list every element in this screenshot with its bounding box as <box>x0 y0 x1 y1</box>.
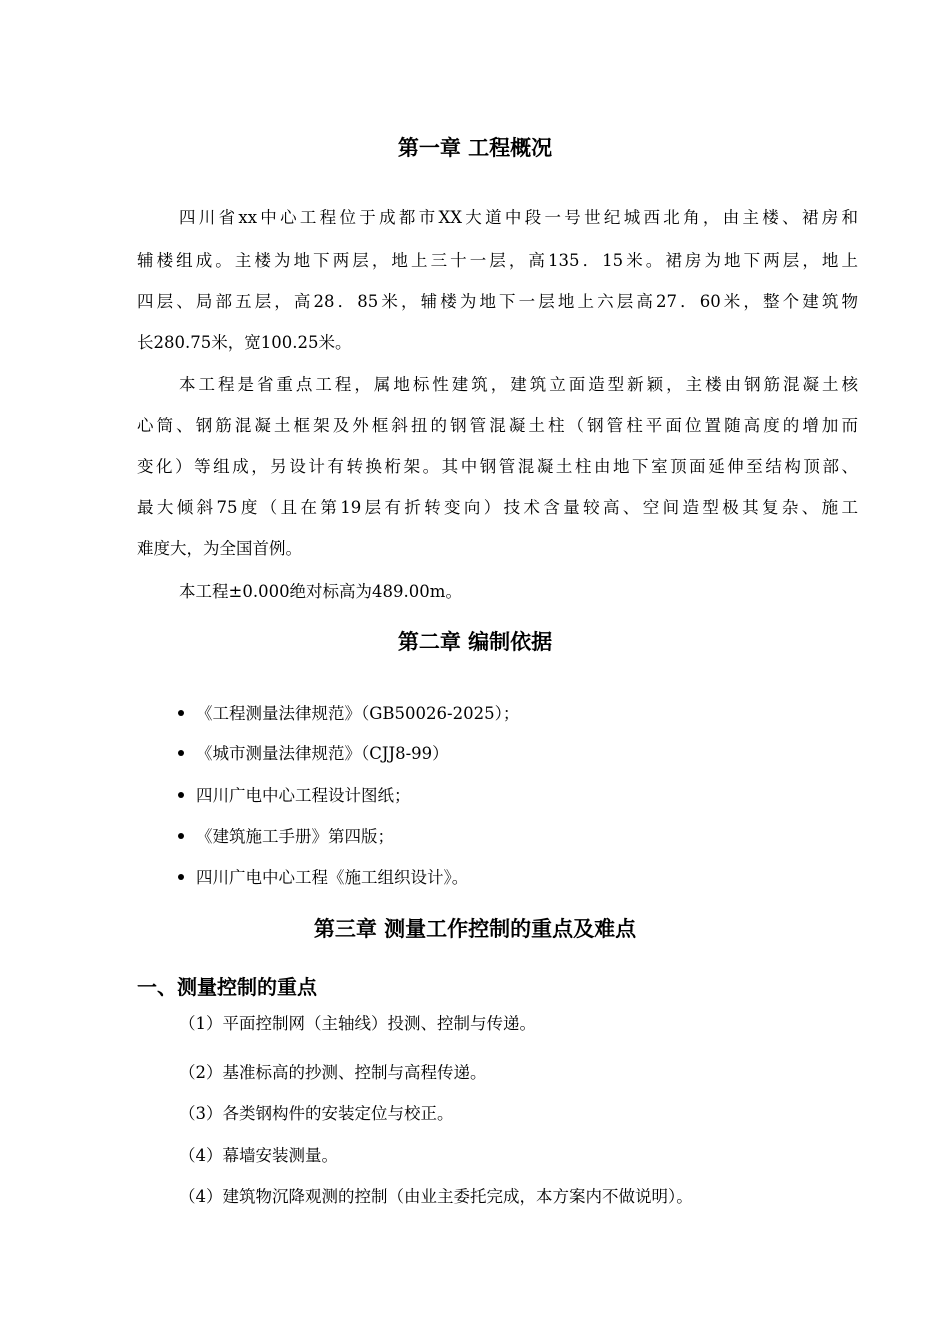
basis-item-text: 《城市测量法律规范》（CJJ8-99） <box>196 744 449 763</box>
basis-list-item <box>178 702 519 726</box>
key-point-item-1: （1）平面控制网（主轴线）投测、控制与传递。 <box>179 1014 536 1033</box>
bullet-icon <box>178 750 184 756</box>
ch1-p2-line5: 难度大，为全国首例。 <box>137 539 302 558</box>
key-point-item-2: （2）基准标高的抄测、控制与高程传递。 <box>179 1063 487 1082</box>
key-point-item-5: （4）建筑物沉降观测的控制（由业主委托完成，本方案内不做说明）。 <box>179 1187 693 1206</box>
ch1-p2-line4: 最大倾斜75度（且在第19层有折转变向）技术含量较高、空间造型极其复杂、施工 <box>137 498 858 517</box>
section-1-title: 一、测量控制的重点 <box>137 975 317 999</box>
basis-list-item <box>178 742 449 766</box>
basis-item-text: 四川广电中心工程设计图纸； <box>196 786 411 805</box>
chapter-1-title: 第一章 工程概况 <box>397 136 553 160</box>
basis-item-text: 《工程测量法律规范》（GB50026-2025）； <box>196 704 520 723</box>
key-point-item-3: （3）各类钢构件的安装定位与校正。 <box>179 1104 454 1123</box>
bullet-icon <box>178 833 184 839</box>
ch1-p3: 本工程±0.000绝对标高为489.00m。 <box>179 582 462 601</box>
ch1-p1-line2: 辅楼组成。主楼为地下两层，地上三十一层，高135．15米。裙房为地下两层，地上 <box>137 251 858 270</box>
bullet-icon <box>178 792 184 798</box>
ch1-p2-line2: 心筒、钢筋混凝土框架及外框斜扭的钢管混凝土柱（钢管柱平面位置随高度的增加而 <box>137 416 858 435</box>
bullet-icon <box>178 710 184 716</box>
basis-list-item <box>178 784 411 808</box>
ch1-p1-line4: 长280.75米，宽100.25米。 <box>137 333 352 352</box>
ch1-p2-line3: 变化）等组成，另设计有转换桁架。其中钢管混凝土柱由地下室顶面延伸至结构顶部、 <box>137 457 858 476</box>
basis-item-text: 四川广电中心工程《施工组织设计》。 <box>196 868 469 887</box>
ch1-p2-line1: 本工程是省重点工程，属地标性建筑，建筑立面造型新颖，主楼由钢筋混凝土核 <box>179 375 858 394</box>
basis-item-text: 《建筑施工手册》第四版； <box>196 827 394 846</box>
chapter-3-title: 第三章 测量工作控制的重点及难点 <box>313 917 637 941</box>
ch1-p1-line3: 四层、局部五层，高28．85米，辅楼为地下一层地上六层高27．60米，整个建筑物 <box>137 292 858 311</box>
basis-list-item <box>178 866 468 890</box>
basis-list-item <box>178 825 394 849</box>
ch1-p1-line1: 四川省xx中心工程位于成都市XX大道中段一号世纪城西北角，由主楼、裙房和 <box>179 208 858 227</box>
bullet-icon <box>178 874 184 880</box>
chapter-2-title: 第二章 编制依据 <box>397 630 553 654</box>
key-point-item-4: （4）幕墙安装测量。 <box>179 1146 338 1165</box>
